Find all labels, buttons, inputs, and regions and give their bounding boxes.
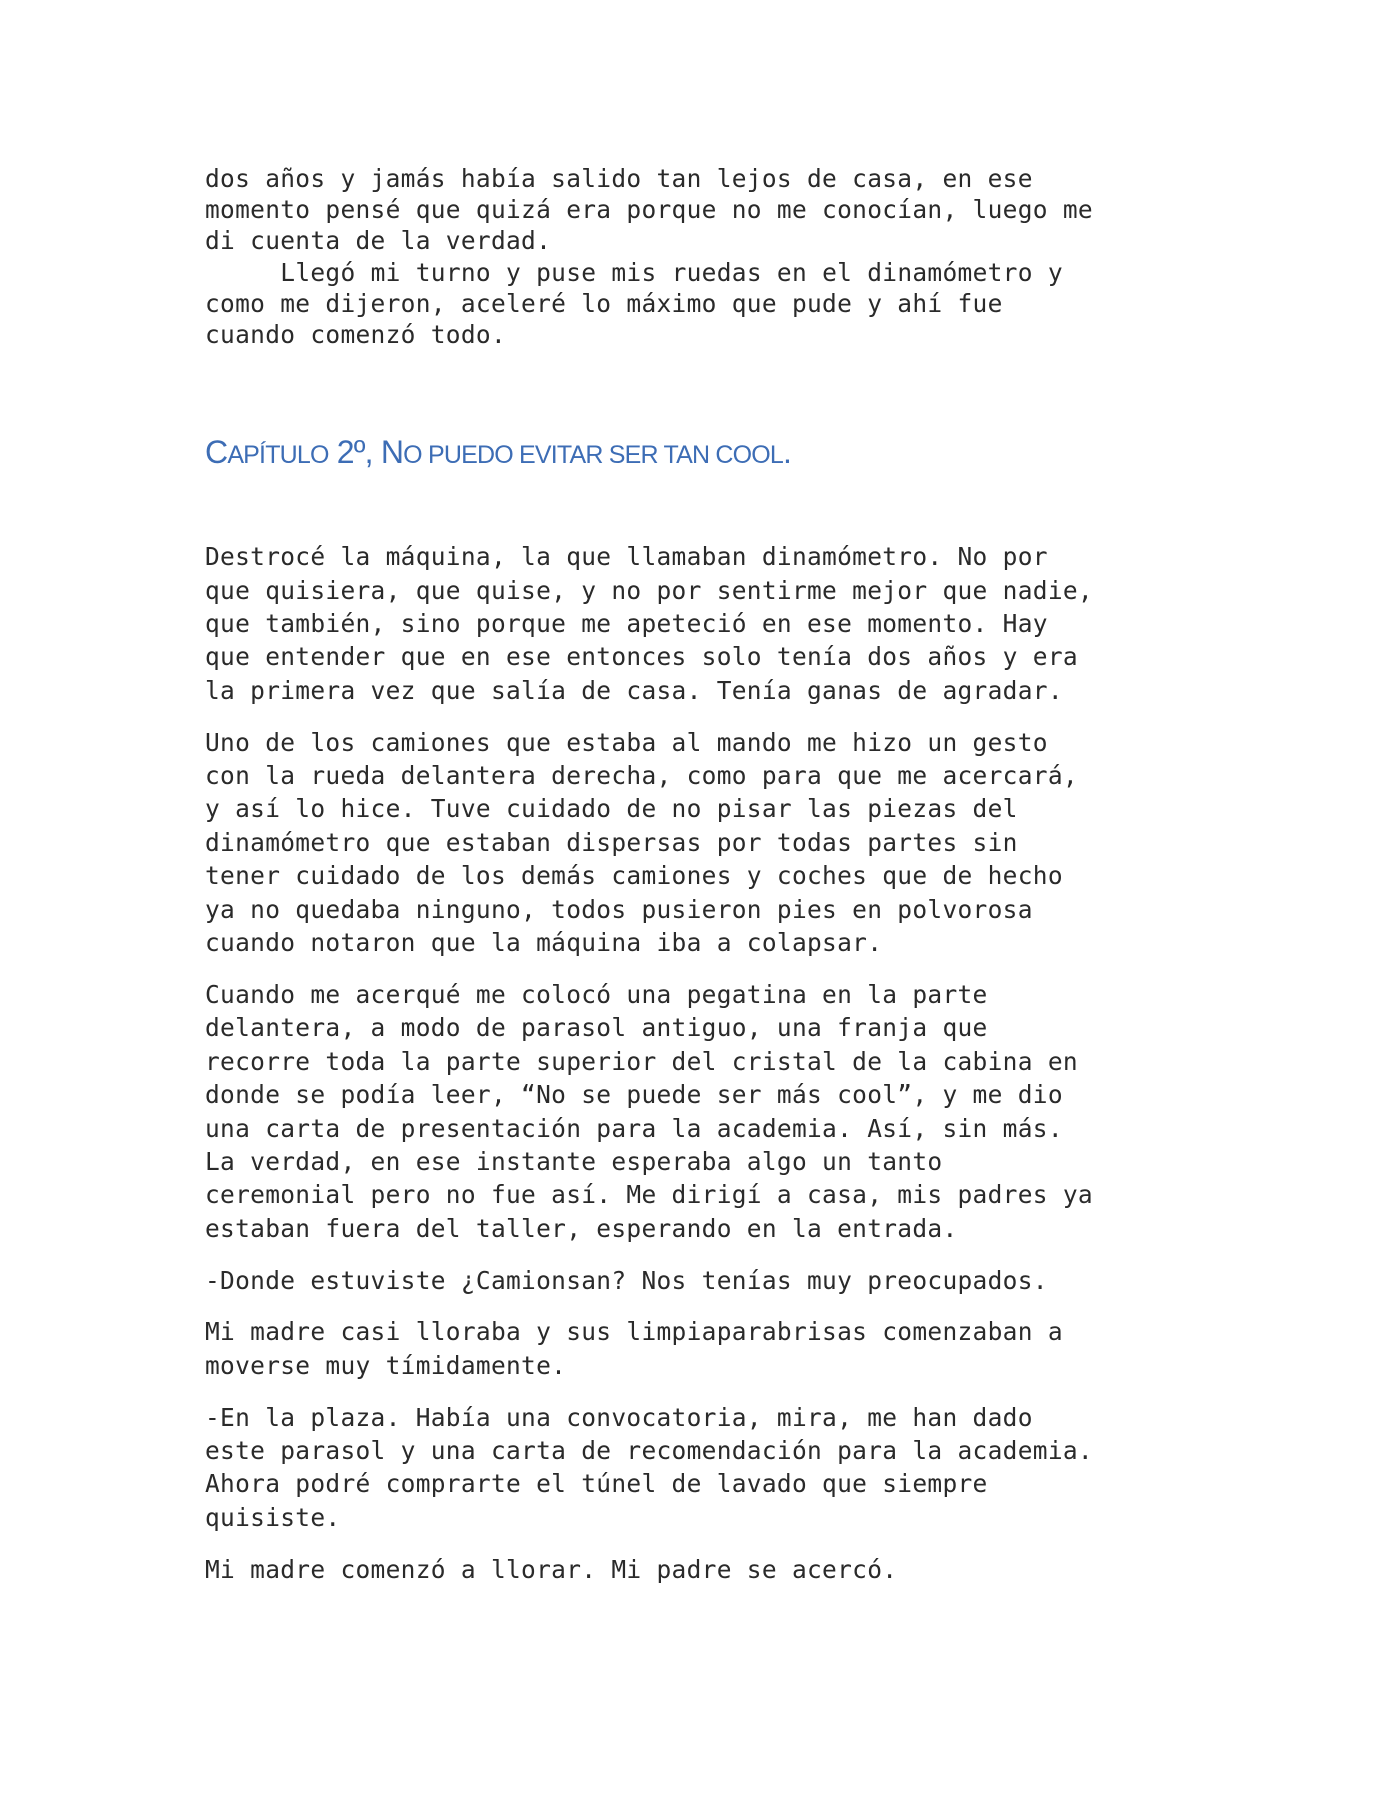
paragraph-line: ya no quedaba ninguno, todos pusieron pies en polvorosa <box>205 894 1033 924</box>
paragraph-line: Ahora podré comprarte el túnel de lavado que siempre <box>205 1469 988 1499</box>
intro-line: como me dijeron, aceleré lo máximo que pude y ahí fue <box>205 288 1003 318</box>
intro-line: momento pensé que quizá era porque no me conocían, luego me <box>205 195 1093 225</box>
paragraph-line: quisiste. <box>205 1502 341 1532</box>
chapter-title-part: . <box>783 434 792 471</box>
chapter-title-part: APÍTULO <box>227 441 329 470</box>
paragraph-line: ceremonial pero no fue así. Me dirigí a casa, mis padres ya <box>205 1180 1093 1210</box>
paragraph-line: con la rueda delantera derecha, como para que me acercará, <box>205 761 1078 791</box>
paragraph-line: donde se podía leer, “No se puede ser más cool”, y me dio <box>205 1080 1063 1110</box>
intro-line: di cuenta de la verdad. <box>205 226 552 256</box>
paragraph-line: estaban fuera del taller, esperando en la entrada. <box>205 1213 958 1243</box>
paragraph-line: este parasol y una carta de recomendación para la academia. <box>205 1435 1093 1465</box>
paragraph <box>205 1553 1205 1586</box>
paragraph-line: que también, sino porque me apeteció en ese momento. Hay <box>205 609 1048 639</box>
paragraph-line: que entender que en ese entonces solo tenía dos años y era <box>205 642 1078 672</box>
paragraph <box>205 1264 1205 1297</box>
chapter-title-part: 2º, N <box>328 434 404 471</box>
paragraph-line: Mi madre comenzó a llorar. Mi padre se acercó. <box>205 1554 898 1584</box>
paragraph-line: la primera vez que salía de casa. Tenía ganas de agradar. <box>205 675 1063 705</box>
intro-line: Llegó mi turno y puse mis ruedas en el dinamómetro y <box>205 257 1063 287</box>
paragraph-line: dinamómetro que estaban dispersas por todas partes sin <box>205 827 1018 857</box>
paragraph <box>205 540 1205 707</box>
paragraph-line: recorre toda la parte superior del cristal de la cabina en <box>205 1046 1078 1076</box>
chapter-title-part: O PUEDO EVITAR SER TAN COOL <box>403 441 784 470</box>
paragraph <box>205 978 1205 1245</box>
intro-line: dos años y jamás había salido tan lejos de casa, en ese <box>205 164 1033 193</box>
chapter-title-part: C <box>205 434 228 471</box>
paragraph-line: tener cuidado de los demás camiones y coches que de hecho <box>205 861 1063 891</box>
paragraph-line: -En la plaza. Había una convocatoria, mira, me han dado <box>205 1402 1033 1432</box>
paragraph-line: Mi madre casi lloraba y sus limpiaparabrisas comenzaban a <box>205 1317 1063 1347</box>
page-content <box>205 163 1205 1604</box>
intro-line: cuando comenzó todo. <box>205 320 507 350</box>
paragraph-line: y así lo hice. Tuve cuidado de no pisar las piezas del <box>205 794 1018 824</box>
chapter-body <box>205 540 1205 1586</box>
paragraph-line: Uno de los camiones que estaba al mando me hizo un gesto <box>205 727 1048 757</box>
paragraph-line: moverse muy tímidamente. <box>205 1350 567 1380</box>
paragraph-line: Cuando me acerqué me colocó una pegatina en la parte <box>205 979 988 1009</box>
paragraph-line: Destrocé la máquina, la que llamaban dinamómetro. No por <box>205 542 1048 572</box>
paragraph-line: La verdad, en ese instante esperaba algo un tanto <box>205 1146 943 1176</box>
chapter-heading <box>205 432 1205 475</box>
paragraph-line: -Donde estuviste ¿Camionsan? Nos tenías muy preocupados. <box>205 1265 1048 1295</box>
intro-text-block <box>205 163 1205 350</box>
paragraph <box>205 1401 1205 1535</box>
paragraph <box>205 726 1205 960</box>
paragraph-line: cuando notaron que la máquina iba a colapsar. <box>205 928 883 958</box>
paragraph-line: que quisiera, que quise, y no por sentirme mejor que nadie, <box>205 575 1093 605</box>
paragraph-line: delantera, a modo de parasol antiguo, una franja que <box>205 1013 988 1043</box>
paragraph-line: una carta de presentación para la academia. Así, sin más. <box>205 1113 1063 1143</box>
paragraph <box>205 1315 1205 1382</box>
